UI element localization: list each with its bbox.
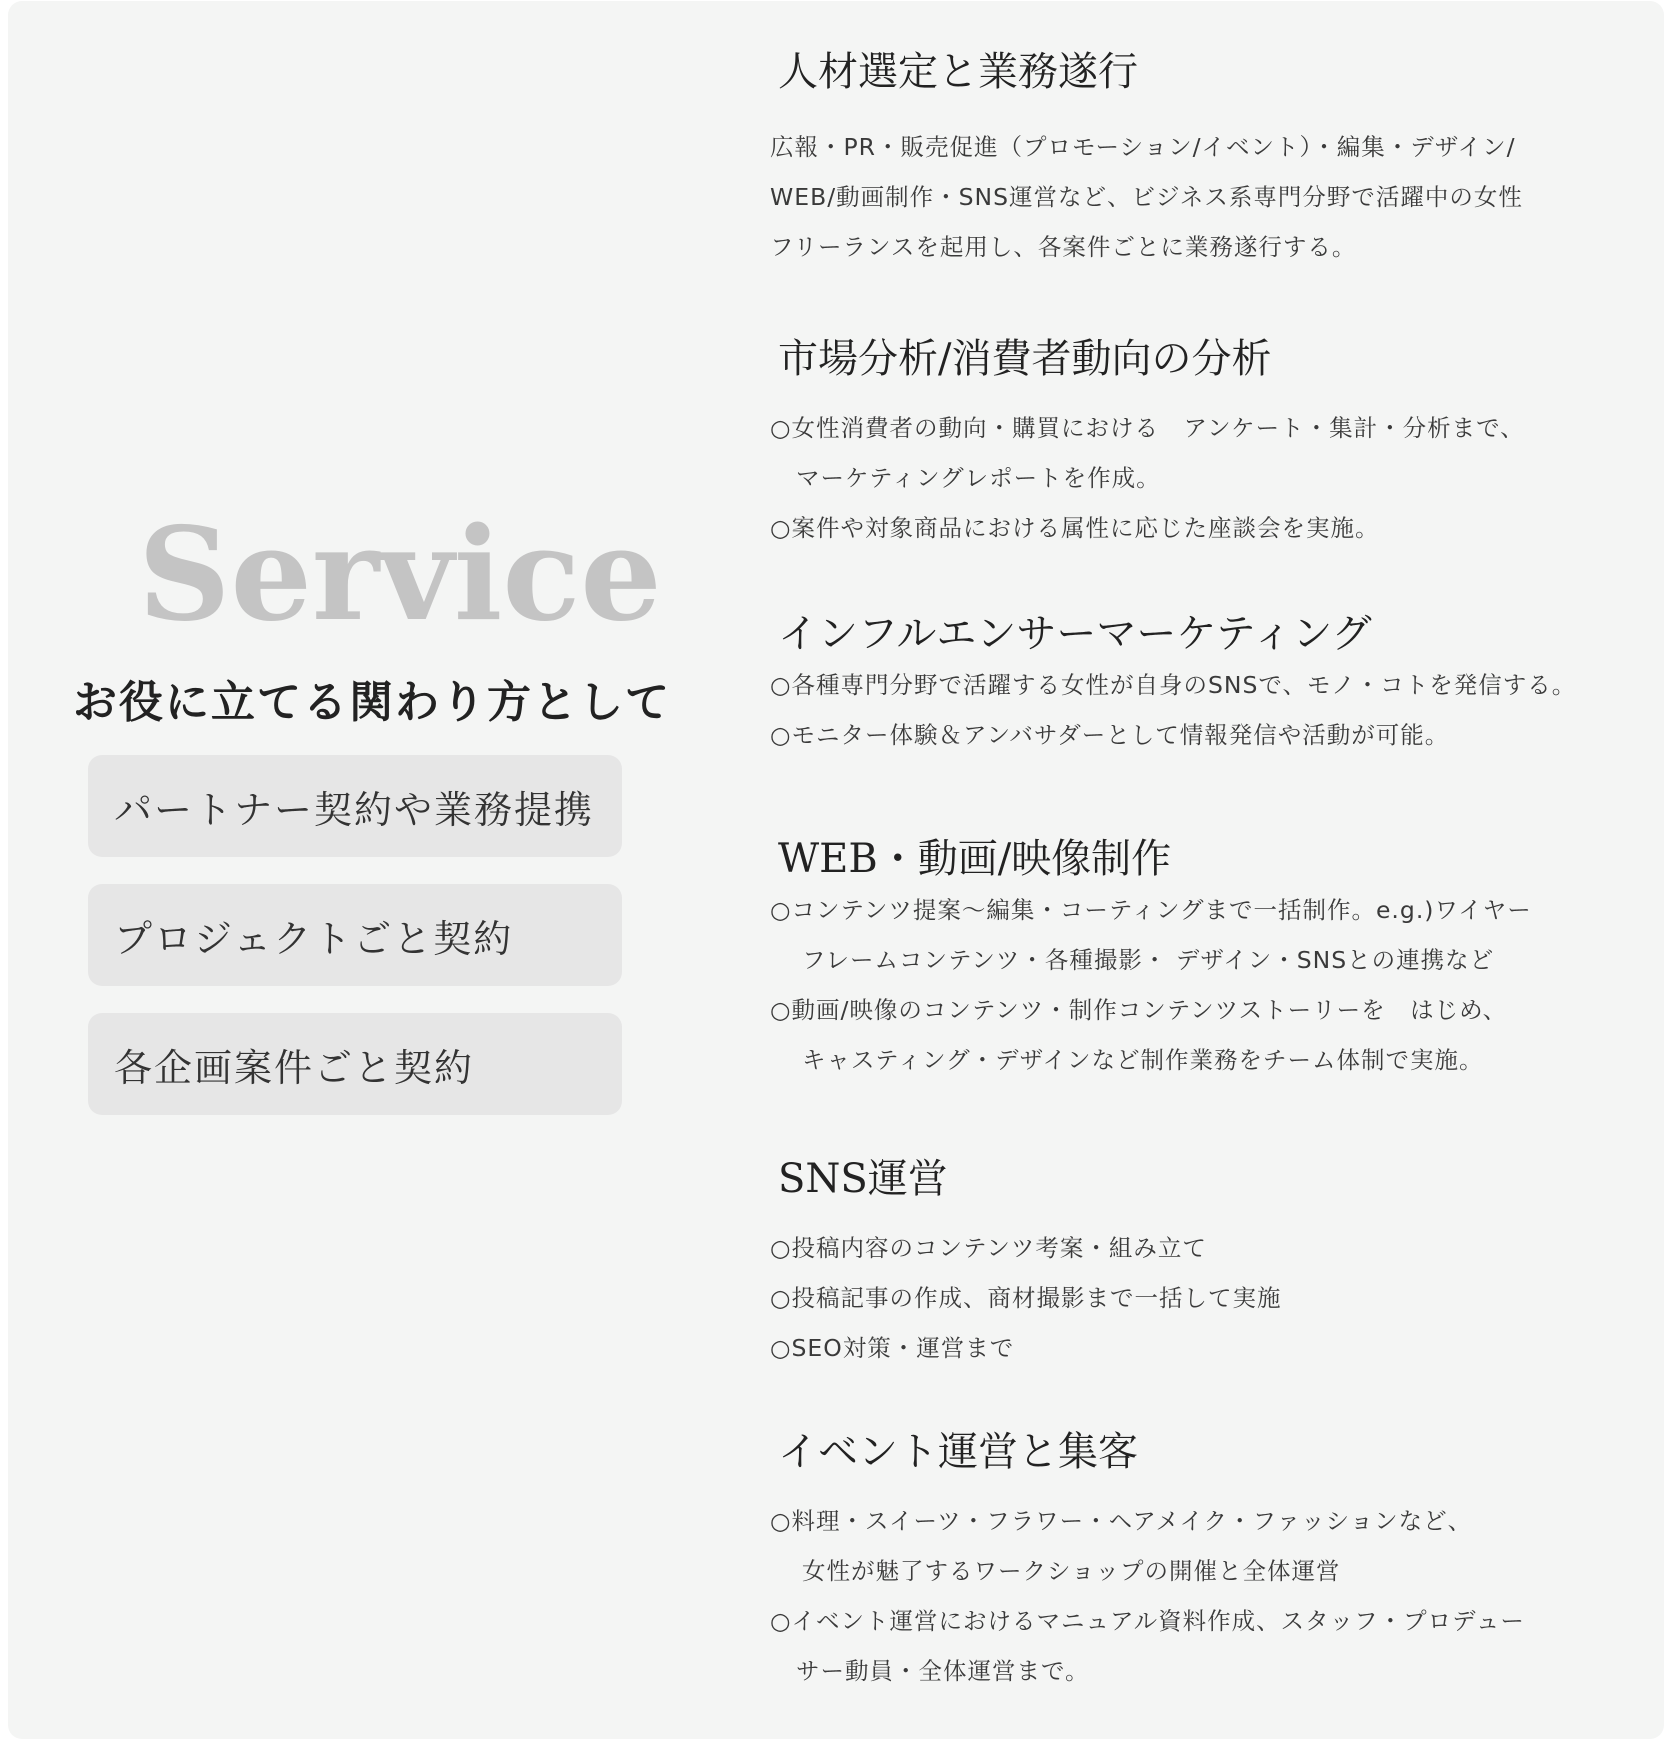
section-line: マーケティングレポートを作成。 (796, 464, 1161, 492)
section-body (770, 660, 1576, 760)
service-heading: Service (138, 500, 662, 650)
section-body (770, 885, 1532, 1085)
section-line: ○イベント運営におけるマニュアル資料作成、スタッフ・プロデュー (770, 1607, 1525, 1635)
section-line: ○コンテンツ提案〜編集・コーティングまで一括制作。e.g.)ワイヤー (770, 896, 1532, 924)
section-web-video (770, 835, 1532, 1085)
section-line: ○各種専門分野で活躍する女性が自身のSNSで、モノ・コトを発信する。 (770, 671, 1577, 699)
section-line: ○女性消費者の動向・購買における アンケート・集計・分析まで、 (770, 414, 1525, 442)
section-line: キャスティング・デザインなど制作業務をチーム体制で実施。 (802, 1046, 1484, 1074)
section-line: フリーランスを起用し、各案件ごとに業務遂行する。 (770, 233, 1357, 261)
section-events (770, 1428, 1525, 1696)
section-line: ○投稿内容のコンテンツ考案・組み立て (770, 1234, 1207, 1262)
service-subtitle: お役に立てる関わり方として (73, 677, 671, 728)
project-contract-button[interactable]: プロジェクトごと契約 (88, 884, 622, 986)
section-line: 広報・PR・販売促進（プロモーション/イベント）・編集・デザイン/ (770, 133, 1516, 161)
section-line: フレームコンテンツ・各種撮影・ デザイン・SNSとの連携など (802, 946, 1495, 974)
section-line: ○料理・スイーツ・フラワー・ヘアメイク・ファッションなど、 (770, 1507, 1473, 1535)
section-line: サー動員・全体運営まで。 (796, 1657, 1090, 1685)
section-body (770, 1496, 1525, 1696)
section-body (770, 1223, 1282, 1373)
section-line: ○案件や対象商品における属性に応じた座談会を実施。 (770, 514, 1380, 542)
partner-contract-button[interactable]: パートナー契約や業務提携 (88, 755, 622, 857)
section-line: 女性が魅了するワークショップの開催と全体運営 (802, 1557, 1341, 1585)
section-body (770, 122, 1523, 272)
section-title: SNS運営 (770, 1155, 956, 1203)
section-market-analysis (770, 335, 1525, 553)
section-line: ○投稿記事の作成、商材撮影まで一括して実施 (770, 1284, 1282, 1312)
section-body (770, 403, 1525, 553)
section-line: WEB/動画制作・SNS運営など、ビジネス系専門分野で活躍中の女性 (770, 183, 1523, 211)
section-title: 市場分析/消費者動向の分析 (770, 335, 1279, 383)
section-influencer-marketing (770, 610, 1576, 760)
section-title: 人材選定と業務遂行 (770, 48, 1146, 96)
section-title: WEB・動画/映像制作 (770, 835, 1179, 883)
section-line: ○動画/映像のコンテンツ・制作コンテンツストーリーを はじめ、 (770, 996, 1508, 1024)
section-title: インフルエンサーマーケティング (770, 610, 1380, 658)
section-line: ○モニター体験＆アンバサダーとして情報発信や活動が可能。 (770, 721, 1450, 749)
left-column (8, 1, 708, 1739)
section-line: ○SEO対策・運営まで (770, 1334, 1015, 1362)
section-staffing (770, 48, 1523, 272)
section-sns-management (770, 1155, 1282, 1373)
section-title: イベント運営と集客 (770, 1428, 1146, 1476)
campaign-contract-button[interactable]: 各企画案件ごと契約 (88, 1013, 622, 1115)
